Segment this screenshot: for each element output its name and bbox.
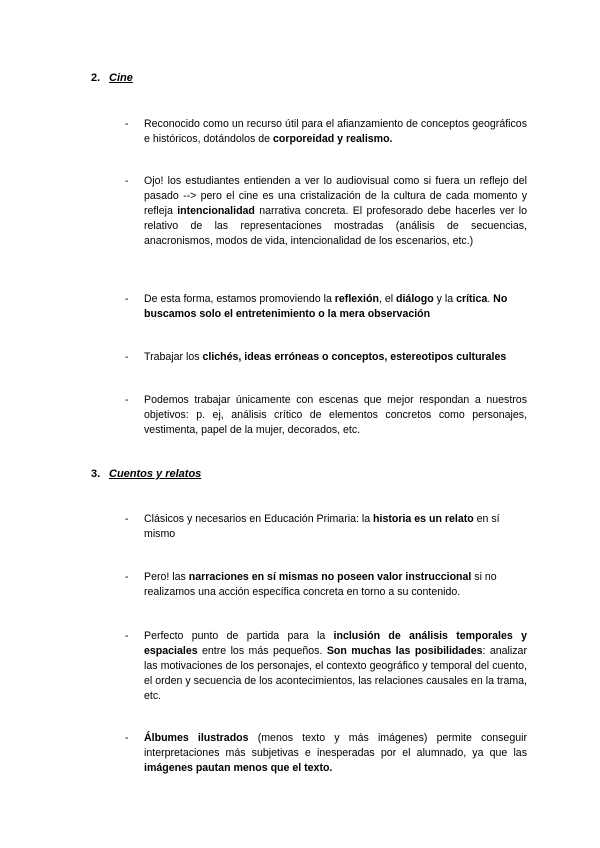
text-run-bold: corporeidad y realismo. [272, 133, 393, 145]
text-run: Reconocido como un recurso útil para el afianzamiento de conceptos geográficos e históricos, dotándolos de [144, 118, 527, 145]
text-run-bold: historia es un relato [373, 513, 474, 525]
bullet-dash: - [125, 630, 129, 642]
text-run: y la [433, 293, 457, 305]
text-run-bold: Álbumes ilustrados [144, 732, 249, 744]
bullet-dash: - [125, 118, 129, 130]
list-item [125, 350, 527, 365]
list-item [125, 512, 527, 542]
bullet-dash: - [125, 513, 129, 525]
bullet-dash: - [125, 732, 129, 744]
paragraph [144, 393, 527, 438]
text-run: Trabajar los [144, 351, 203, 363]
text-run: , el [378, 293, 397, 305]
bullet-dash: - [125, 293, 129, 305]
paragraph [144, 629, 527, 704]
list-item [125, 393, 527, 438]
text-run: Ojo! los estudiantes entienden a ver lo audiovisual como si fuera un reflejo del pasado --> pero el cine es una cristalización de la cultura de cada momento y refleja [144, 175, 527, 217]
section-title: Cuentos y relatos [109, 468, 202, 480]
bullet-dash: - [125, 394, 129, 406]
text-run-bold: inclusión de análisis temporales y espaciales [144, 630, 527, 657]
text-run-bold: intencionalidad [177, 205, 255, 217]
section-number: 3. [91, 468, 101, 480]
list-item [125, 570, 527, 600]
text-run-bold: No buscamos solo el entretenimiento o la mera observación [144, 293, 508, 320]
text-run-bold: Son muchas las posibilidades [326, 645, 483, 657]
paragraph [144, 512, 527, 542]
list-item [125, 292, 527, 322]
bullet-dash: - [125, 175, 129, 187]
bullet-dash: - [125, 571, 129, 583]
list-item [125, 629, 527, 704]
text-run: . [487, 293, 494, 305]
list-item [125, 731, 527, 776]
list-item [125, 174, 527, 249]
bullet-dash: - [125, 351, 129, 363]
text-run: De esta forma, estamos promoviendo la [144, 293, 335, 305]
text-run: entre los más pequeños. [197, 645, 327, 657]
text-run-bold: reflexión [334, 293, 379, 305]
paragraph [144, 174, 527, 249]
text-run-bold: narraciones en sí mismas no poseen valor instruccional [188, 571, 472, 583]
text-run: Pero! las [144, 571, 189, 583]
paragraph [144, 731, 527, 776]
text-run: Podemos trabajar únicamente con escenas que mejor respondan a nuestros objetivos: p. ej, análisis crítico de elementos concretos como personajes, vestimenta, papel de la mujer, decorados, etc. [144, 394, 527, 436]
text-run: narrativa concreta. El profesorado debe hacerles ver lo relativo de las representaciones mostradas (análisis de secuencias, anacronismos, modos de vida, intencionalidad de los escenarios, etc.) [144, 205, 527, 247]
text-run: Perfecto punto de partida para la [144, 630, 334, 642]
section-number: 2. [91, 72, 101, 84]
text-run: si no realizamos una acción específica concreta en torno a su contenido. [144, 571, 497, 598]
section-title: Cine [109, 72, 133, 84]
paragraph [144, 570, 527, 600]
text-run: : analizar las motivaciones de los personajes, el contexto geográfico y temporal del cuento, el orden y secuencia de los acontecimientos, las relaciones causales en la trama, etc. [144, 645, 527, 702]
text-run: en sí mismo [144, 513, 500, 540]
paragraph [144, 292, 527, 322]
list-item [125, 117, 527, 147]
paragraph [144, 117, 527, 147]
section-heading-cine [91, 71, 133, 86]
section-heading-cuentos [91, 467, 201, 482]
text-run-bold: imágenes pautan menos que el texto. [144, 762, 333, 774]
paragraph [144, 350, 527, 365]
text-run-bold: diálogo [396, 293, 434, 305]
text-run: (menos texto y más imágenes) permite conseguir interpretaciones más subjetivas e inesperadas por el alumnado, ya que las [144, 732, 527, 759]
text-run-bold: crítica [456, 293, 488, 305]
text-run-bold: clichés, ideas erróneas o conceptos, estereotipos culturales [202, 351, 507, 363]
text-run: Clásicos y necesarios en Educación Primaria: la [144, 513, 374, 525]
